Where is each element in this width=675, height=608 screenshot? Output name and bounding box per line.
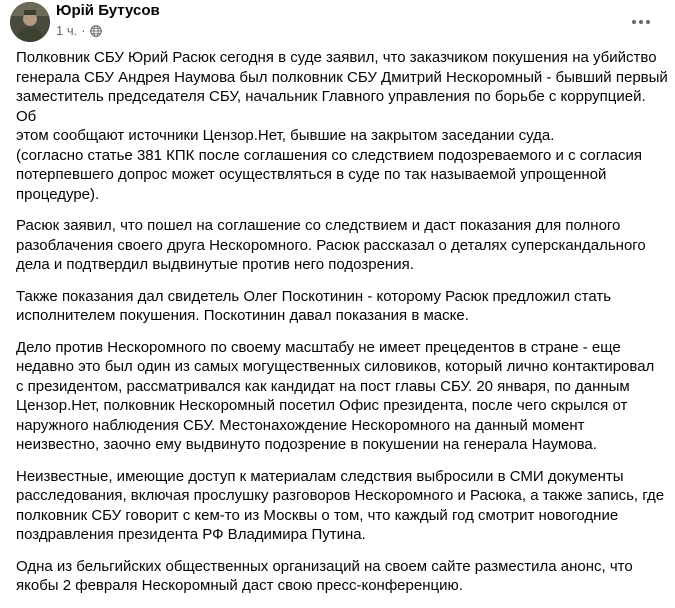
post-time[interactable]: 1 ч. bbox=[56, 23, 78, 38]
post-body bbox=[16, 48, 668, 608]
post-author-name[interactable]: Юрій Бутусов bbox=[56, 2, 160, 19]
post-paragraph-6: Одна из бельгийских общественных организаций на своем сайте разместила анонс, что якобы 2 февраля Нескоромный даст свою пресс-конференцию. bbox=[16, 557, 633, 594]
more-options-icon[interactable] bbox=[628, 12, 654, 32]
meta-separator: · bbox=[81, 23, 86, 38]
post-meta bbox=[56, 23, 102, 39]
more-dot bbox=[632, 20, 636, 24]
avatar[interactable] bbox=[10, 2, 50, 42]
post-paragraph-5: Неизвестные, имеющие доступ к материалам следствия выбросили в СМИ документы расследования, включая прослушку разговоров Нескоромного и Расюка, а также запись, где полковник СБУ говорит с кем-то из Москвы о том, что каждый год смотрит новогодние поздравления президента РФ Владимира Путина. bbox=[16, 467, 665, 543]
globe-icon[interactable] bbox=[90, 25, 102, 37]
post-paragraph-3: Также показания дал свидетель Олег Поскотинин - которому Расюк предложил стать исполнителем покушения. Поскотинин давал показания в маске. bbox=[16, 287, 612, 324]
post-paragraph-2: Расюк заявил, что пошел на соглашение со следствием и даст показания для полного разоблачения своего друга Нескоромного. Расюк рассказал о деталях суперскандального дела и подтвердил выдвинутые против него подозрения. bbox=[16, 217, 646, 273]
more-dot bbox=[639, 20, 643, 24]
avatar-image bbox=[10, 2, 50, 42]
post-paragraph-4: Дело против Нескоромного по своему масштабу не имеет прецедентов в стране - еще недавно это был один из самых могущественных силовиков, который лично контактировал с президентом, рассматривался как кандидат на пост главы СБУ. 20 января, по данным Цензор.Нет, полковник Нескоромный посетил Офис президента, после чего скрылся от наружного наблюдения СБУ. Местонахождение Нескоромного на данный момент неизвестно, заочно ему выдвинуто подозрение в покушении на генерала Наумова. bbox=[16, 338, 655, 453]
more-dot bbox=[646, 20, 650, 24]
post-paragraph-1: Полковник СБУ Юрий Расюк сегодня в суде заявил, что заказчиком покушения на убийство генерала СБУ Андрея Наумова был полковник СБУ Дмитрий Нескоромный - бывший первый заместитель председателя СБУ, начальник Главного управления по борьбе с коррупцией. Об этом сообщают источники Цензор.Нет, бывшие на закрытом заседании суда. (согласно статье 381 КПК после соглашения со следствием подозреваемого и с согласия потерпевшего допрос может осуществляться в суде по так называемой упрощенной процедуре). bbox=[16, 49, 668, 203]
